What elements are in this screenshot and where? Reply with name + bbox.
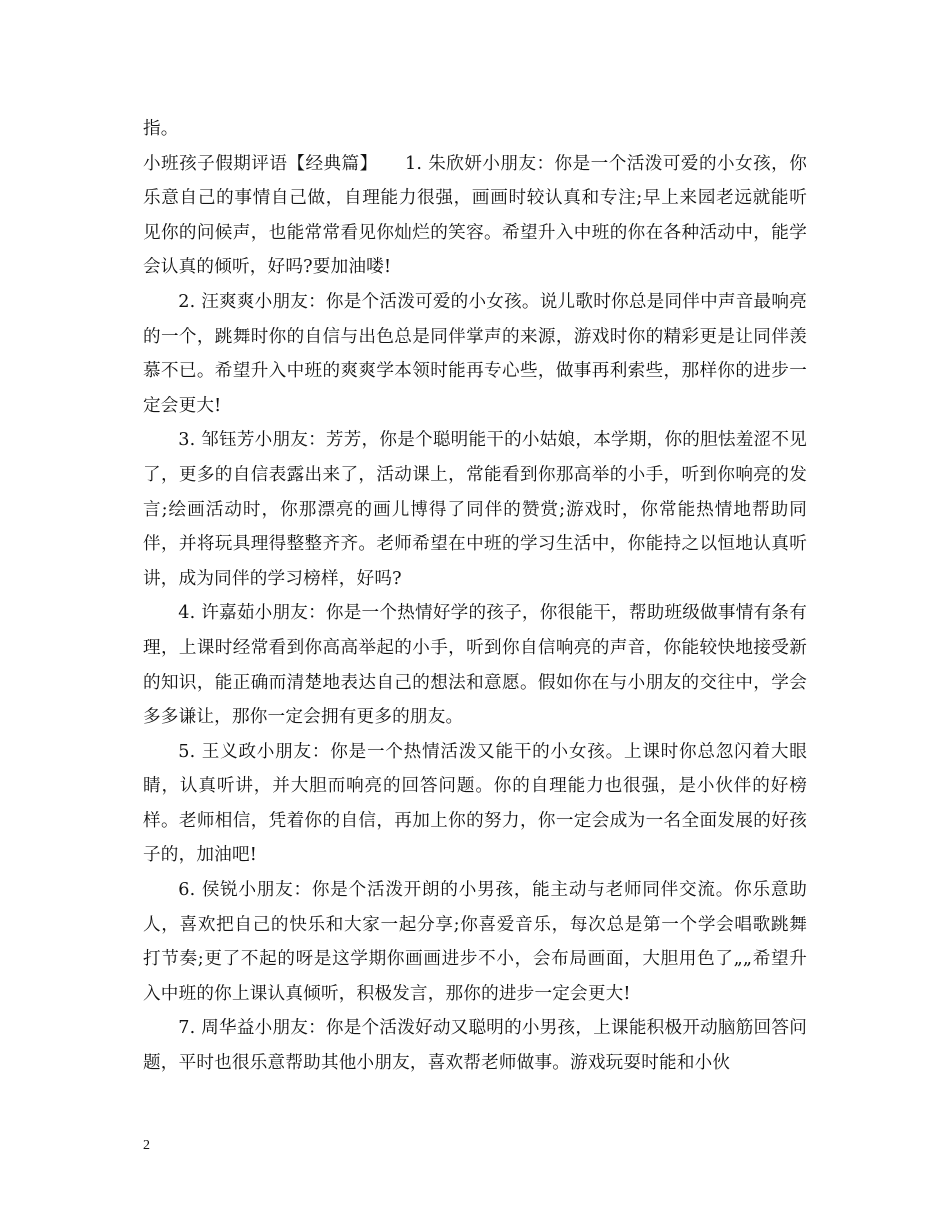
paragraph-comment-2: 2. 汪爽爽小朋友：你是个活泼可爱的小女孩。说儿歌时你总是同伴中声音最响亮的一个，跳舞时你的自信与出色总是同伴掌声的来源，游戏时你的精彩更是让同伴羡慕不已。希望升入中班的爽爽学本领时能再专心些，做事再利索些，那样你的进步一定会更大!: [143, 291, 807, 416]
paragraph-comment-6: 6. 侯锐小朋友：你是个活泼开朗的小男孩，能主动与老师同伴交流。你乐意助人，喜欢把自己的快乐和大家一起分享;你喜爱音乐，每次总是第一个学会唱歌跳舞打节奏;更了不起的呀是这学期你画画进步不小，会布局画面，大胆用色了„„希望升入中班的你上课认真倾听，积极发言，那你的进步一定会更大!: [143, 880, 807, 1004]
paragraph-continuation: 指。: [143, 119, 179, 139]
page-number: 2: [143, 1138, 150, 1153]
paragraph-comment-7: 7. 周华益小朋友：你是个活泼好动又聪明的小男孩，上课能积极开动脑筋回答问题，平时也很乐意帮助其他小朋友，喜欢帮老师做事。游戏玩耍时能和小伙: [143, 1018, 807, 1074]
paragraph-comment-5: 5. 王义政小朋友：你是一个热情活泼又能干的小女孩。上课时你总忽闪着大眼睛，认真听讲，并大胆而响亮的回答问题。你的自理能力也很强，是小伙伴的好榜样。老师相信，凭着你的自信，再加上你的努力，你一定会成为一名全面发展的好孩子的，加油吧!: [143, 741, 807, 866]
document-body: [143, 112, 807, 1081]
paragraph-comment-3: 3. 邹钰芳小朋友：芳芳，你是个聪明能干的小姑娘，本学期，你的胆怯羞涩不见了，更多的自信表露出来了，活动课上，常能看到你那高举的小手，听到你响亮的发言;绘画活动时，你那漂亮的画儿博得了同伴的赞赏;游戏时，你常能热情地帮助同伴，并将玩具理得整整齐齐。老师希望在中班的学习生活中，你能持之以恒地认真听讲，成为同伴的学习榜样，好吗?: [143, 430, 807, 589]
paragraph-heading-and-comment-1: 小班孩子假期评语【经典篇】 1. 朱欣妍小朋友：你是一个活泼可爱的小女孩，你乐意自己的事情自己做，自理能力很强，画画时较认真和专注;早上来园老远就能听见你的问候声，也能常常看见你灿烂的笑容。希望升入中班的你在各种活动中，能学会认真的倾听，好吗?要加油喽!: [143, 153, 807, 278]
paragraph-comment-4: 4. 许嘉茹小朋友：你是一个热情好学的孩子，你很能干，帮助班级做事情有条有理，上课时经常看到你高高举起的小手，听到你自信响亮的声音，你能较快地接受新的知识，能正确而清楚地表达自己的想法和意愿。假如你在与小朋友的交往中，学会多多谦让，那你一定会拥有更多的朋友。: [143, 603, 807, 728]
